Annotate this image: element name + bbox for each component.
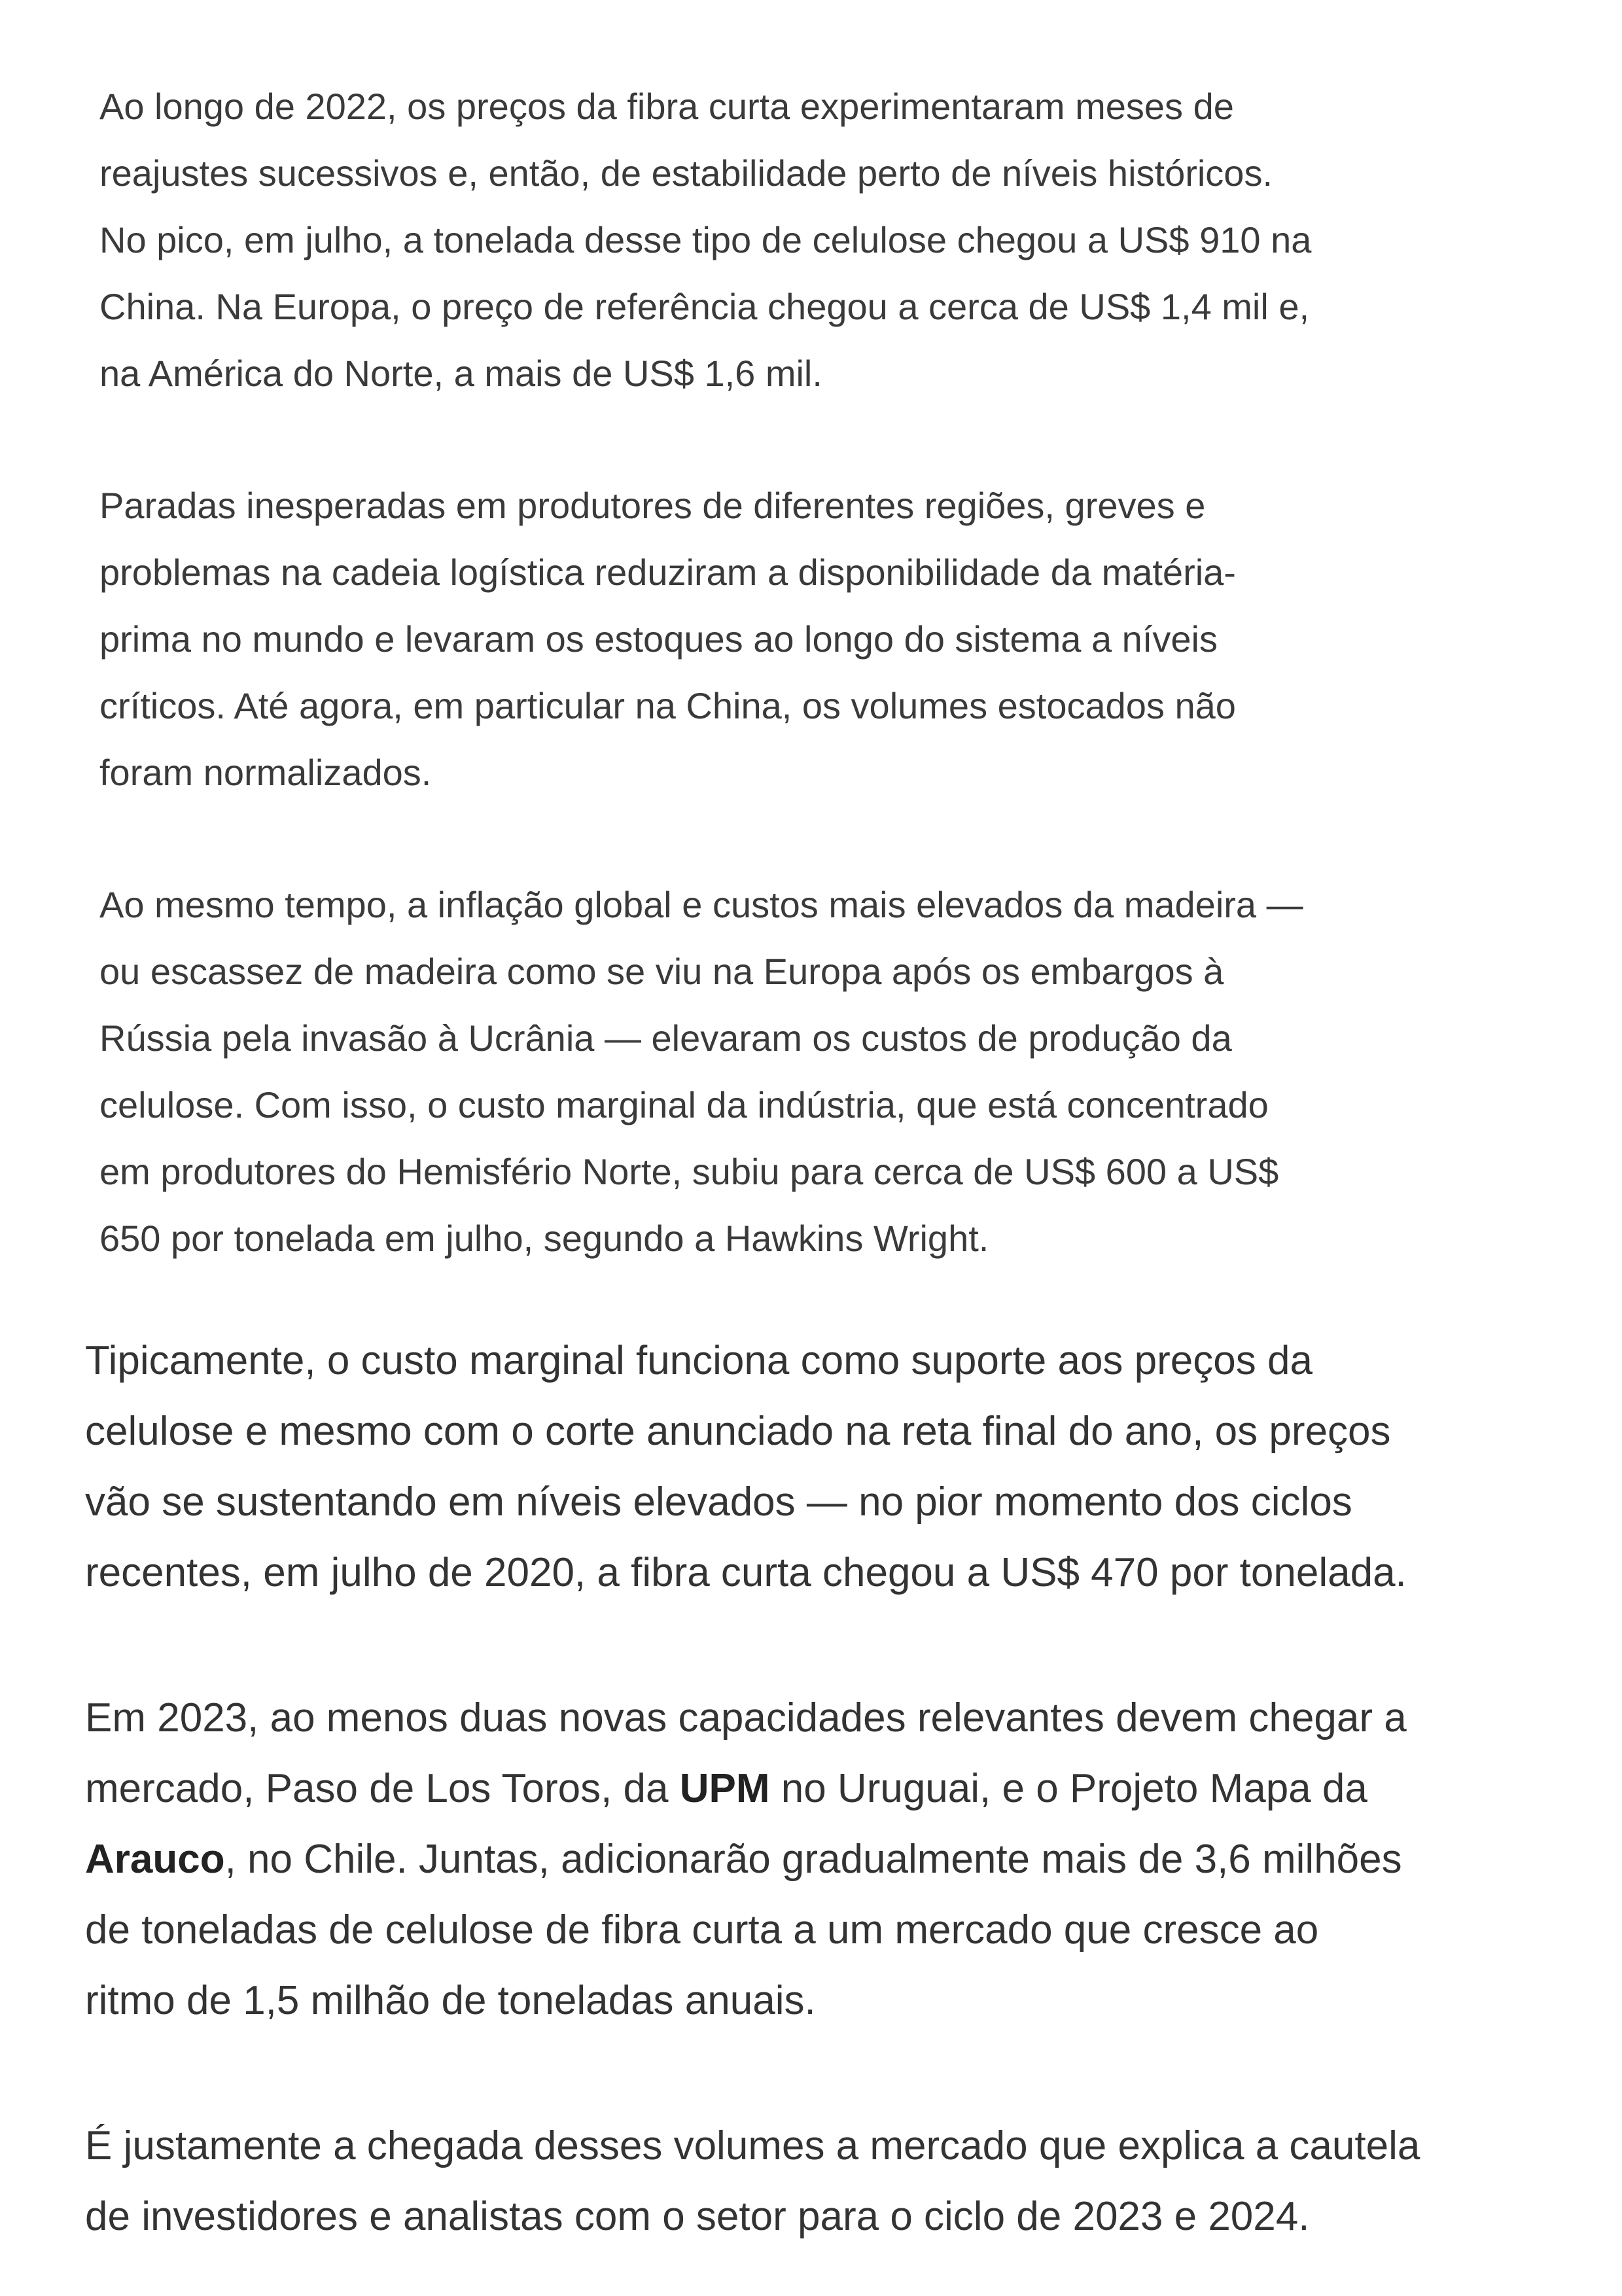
text-segment: mercado, Paso de Los Toros, da — [85, 1766, 680, 1811]
quote-paragraph-1 — [99, 73, 1493, 407]
quote-paragraph-2 — [99, 472, 1493, 806]
text-line: reajustes sucessivos e, então, de estabilidade perto de níveis históricos. — [99, 152, 1273, 194]
text-line: Ao mesmo tempo, a inflação global e custos mais elevados da madeira — — [99, 884, 1303, 925]
text-line — [85, 1754, 1525, 1824]
text-line: críticos. Até agora, em particular na China, os volumes estocados não — [99, 685, 1236, 726]
text-line: 650 por tonelada em julho, segundo a Hawkins Wright. — [99, 1218, 989, 1259]
text-line: problemas na cadeia logística reduziram a disponibilidade da matéria- — [99, 552, 1236, 593]
company-link-upm[interactable]: UPM — [679, 1766, 770, 1811]
body-paragraph-3 — [85, 2111, 1525, 2252]
text-line: É justamente a chegada desses volumes a mercado que explica a cautela — [85, 2123, 1420, 2168]
text-line: Rússia pela invasão à Ucrânia — elevaram os custos de produção da — [99, 1017, 1232, 1059]
text-line: China. Na Europa, o preço de referência chegou a cerca de US$ 1,4 mil e, — [99, 286, 1310, 327]
text-line: vão se sustentando em níveis elevados — no pior momento dos ciclos — [85, 1479, 1352, 1525]
text-line: Em 2023, ao menos duas novas capacidades relevantes devem chegar a — [85, 1695, 1407, 1740]
body-paragraph-2 — [85, 1683, 1525, 2036]
text-line: de investidores e analistas com o setor para o ciclo de 2023 e 2024. — [85, 2194, 1310, 2239]
text-line: ou escassez de madeira como se viu na Europa após os embargos à — [99, 951, 1224, 992]
text-line: foram normalizados. — [99, 752, 432, 793]
text-line: recentes, em julho de 2020, a fibra curta chegou a US$ 470 por tonelada. — [85, 1550, 1407, 1595]
text-line — [85, 1824, 1525, 1895]
quote-paragraph-3 — [99, 872, 1493, 1272]
text-segment: , no Chile. Juntas, adicionarão gradualmente mais de 3,6 milhões — [224, 1837, 1402, 1882]
text-line: em produtores do Hemisfério Norte, subiu para cerca de US$ 600 a US$ — [99, 1151, 1279, 1192]
body-paragraph-1 — [85, 1326, 1525, 1608]
text-line: Paradas inesperadas em produtores de diferentes regiões, greves e — [99, 485, 1206, 526]
text-line: Ao longo de 2022, os preços da fibra curta experimentaram meses de — [99, 86, 1234, 127]
text-line: de toneladas de celulose de fibra curta a um mercado que cresce ao — [85, 1907, 1319, 1952]
text-segment: no Uruguai, e o Projeto Mapa da — [769, 1766, 1367, 1811]
text-line: ritmo de 1,5 milhão de toneladas anuais. — [85, 1978, 816, 2023]
text-line: na América do Norte, a mais de US$ 1,6 mil. — [99, 353, 822, 394]
text-line: celulose e mesmo com o corte anunciado na reta final do ano, os preços — [85, 1409, 1391, 1454]
text-line: No pico, em julho, a tonelada desse tipo de celulose chegou a US$ 910 na — [99, 219, 1312, 260]
text-line: Tipicamente, o custo marginal funciona como suporte aos preços da — [85, 1338, 1313, 1383]
text-line: celulose. Com isso, o custo marginal da indústria, que está concentrado — [99, 1084, 1269, 1125]
company-link-arauco[interactable]: Arauco — [85, 1837, 225, 1882]
text-line: prima no mundo e levaram os estoques ao longo do sistema a níveis — [99, 618, 1218, 660]
